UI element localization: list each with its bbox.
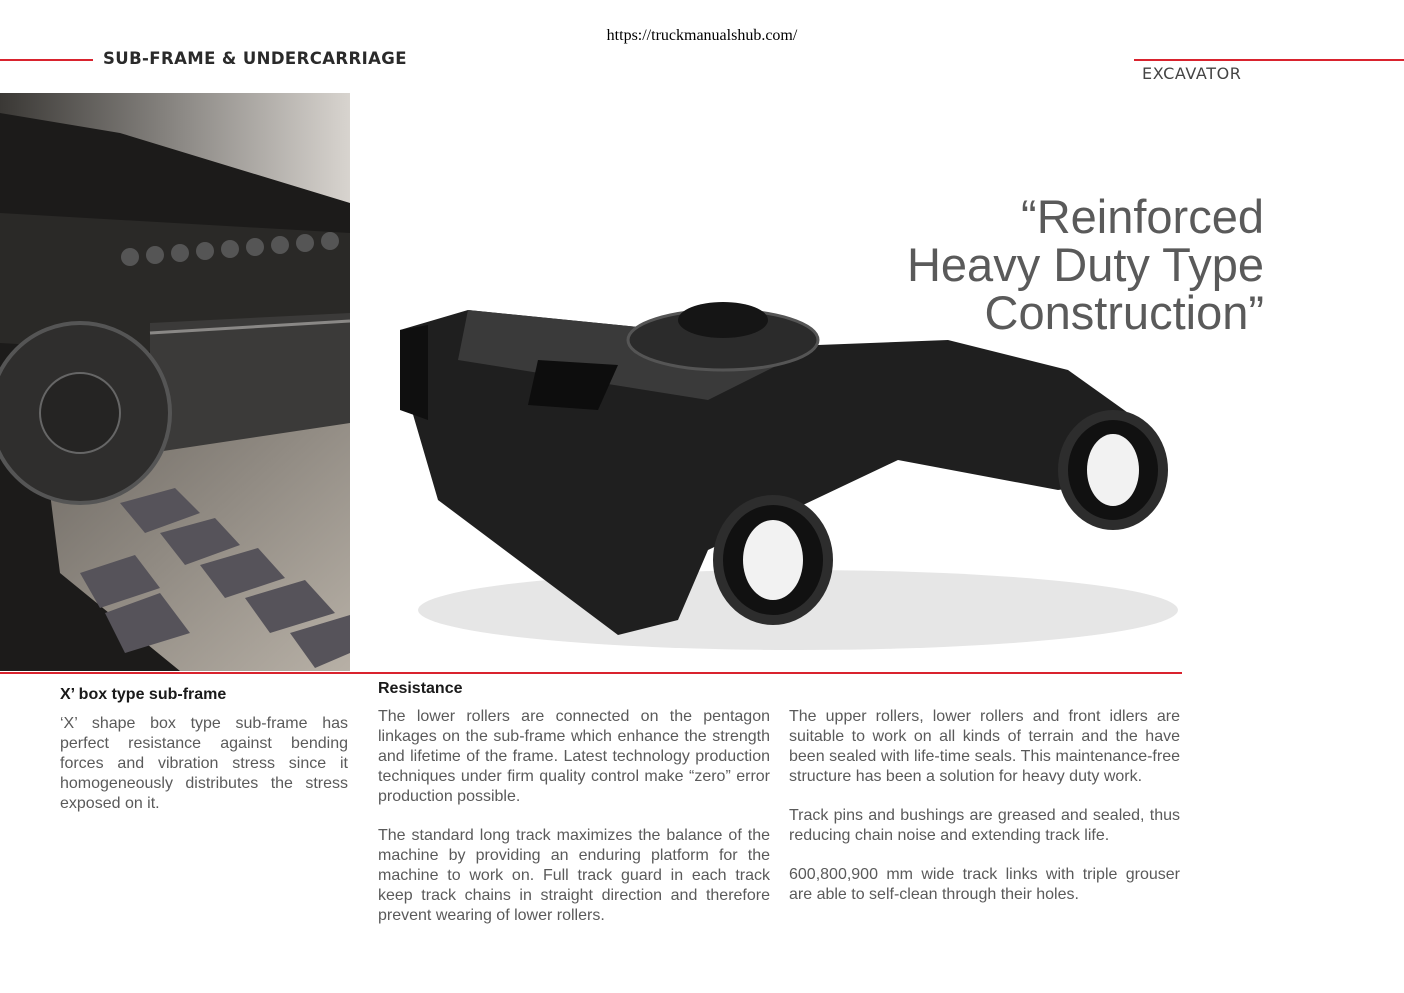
resistance-heading: Resistance [378,680,463,697]
quote-line-2: Heavy Duty Type [906,238,1264,291]
subframe-heading: X’ box type sub-frame [60,686,227,703]
section-title: SUB-FRAME & UNDERCARRIAGE [103,49,407,68]
subframe-text [60,714,348,814]
resistance-paragraph: 600,800,900 mm wide track links with triple grouser are able to self-clean through their holes. [789,866,1180,903]
source-url: https://truckmanualshub.com/ [606,27,798,44]
resistance-paragraph: The upper rollers, lower rollers and front idlers are suitable to work on all kinds of terrain and the have been sealed with life-time seals. This maintenance-free structure has been a solution for heavy duty work. [789,708,1180,785]
resistance-column-1 [378,707,770,926]
subframe-paragraph: ‘X’ shape box type sub-frame has perfect resistance against bending forces and vibration stress since it homogeneously distributes the stress exposed on it. [60,715,348,812]
resistance-paragraph: The lower rollers are connected on the pentagon linkages on the sub-frame which enhance the strength and lifetime of the frame. Latest technology production techniques under firm quality control make “zero” error production possible. [378,708,770,805]
resistance-column-2 [789,707,1180,905]
header-rule-right [1134,59,1404,61]
quote-line-3: Construction” [984,286,1264,339]
resistance-paragraph: The standard long track maximizes the balance of the machine by providing an enduring platform for the machine to work on. Full track guard in each track keep track chains in straight direction and therefore prevent wearing of lower rollers. [378,827,770,924]
resistance-paragraph: Track pins and bushings are greased and sealed, thus reducing chain noise and extending track life. [789,807,1180,844]
content-rule [0,672,1182,674]
brand-label: EXCAVATOR [1142,64,1242,83]
undercarriage-track-photo [0,93,350,671]
headline-quote [906,190,1264,339]
quote-line-1: “Reinforced [1021,190,1264,243]
header-rule-left [0,59,93,61]
